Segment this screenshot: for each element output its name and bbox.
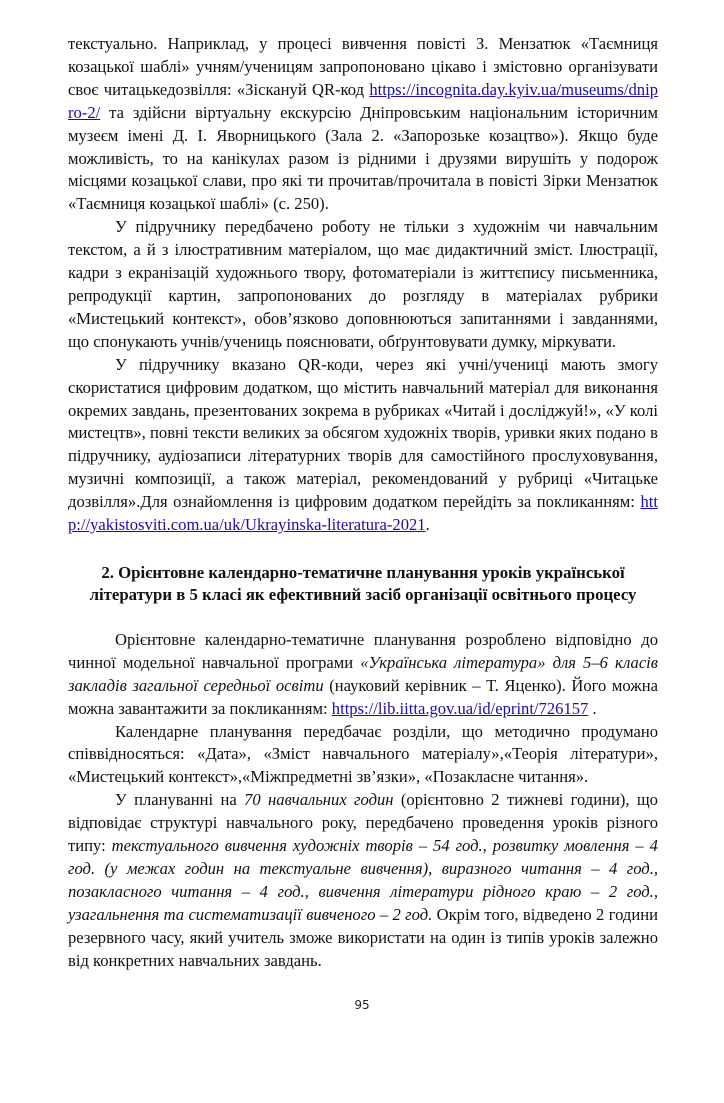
section-heading: 2. Орієнтовне календарно-тематичне планування уроків української літератури в 5 класі як ефективний засіб організації освітнього процесу xyxy=(89,562,637,605)
text: (науковий керівник – Т. Яценко). Його можна можна завантажити за покликанням: xyxy=(68,675,658,718)
paragraph-hours xyxy=(68,789,658,972)
text: Орієнтовне календарно-тематичне планування розроблено відповідно до чинної модельної навчальної програми xyxy=(68,629,658,672)
program-link[interactable]: https://lib.iitta.gov.ua/id/eprint/726157 xyxy=(331,698,589,718)
text: У підручнику вказано QR-коди, через які учні/учениці мають змогу скористатися цифровим додатком, що містить навчальний матеріал для виконання окремих завдань, презентованих зокрема в рубриках «Читай і досліджуй!», «У колі мистецтв», повні тексти великих за обсягом художніх творів, уривки яких подано в підручнику, аудіозаписи літературних творів для самостійного прослуховування, музичні композиції, а також матеріал, рекомендований у рубриці «Читацьке дозвілля».Для ознайомлення із цифровим додатком перейдіть за покликанням: xyxy=(68,354,658,512)
museum-link[interactable]: https://incognita.day.kyiv.ua/museums/dnipro-2/ xyxy=(68,79,658,122)
document-page xyxy=(68,33,658,973)
paragraph-program xyxy=(68,629,658,721)
program-title: «Українська література» для 5–6 класів закладів загальної середньої освіти xyxy=(68,652,658,695)
text: Окрім того, відведено 2 години резервного часу, який учитель зможе використати на один із типів уроків залежно від конкретних навчальних завдань. xyxy=(68,904,658,970)
text: та здійсни віртуальну екскурсію Дніпровським національним історичним музеєм імені Д. І. Яворницького (Зала 2. «Запорозьке козацтво»). Якщо буде можливість, то на канікулах разом із рідними і друзями вирушіть у подорож місцями козацької слави, про які ти прочитав/прочитала в повісті Зірки Мензатюк «Таємниця козацької шаблі» (с. 250). xyxy=(68,102,658,214)
paragraph-qr-codes xyxy=(68,354,658,537)
lesson-types: текстуального вивчення художніх творів – 54 год., розвитку мовлення – 4 год. (у межах годин на текстуальне вивчення), виразного читання – 4 год., позакласного читання – 4 год., вивчення літератури рідного краю – 2 год., узагальнення та систематизації вивченого – 2 год. xyxy=(68,836,658,924)
text: У плануванні на xyxy=(115,790,245,810)
paragraph-illustrations xyxy=(68,216,658,353)
text: текстуально. Наприклад, у процесі вивчення повісті З. Мензатюк «Таємниця козацької шаблі» учням/ученицям запропоновано цікаво і змістовно організувати своє читацькедозвілля: «Зіскануй QR-код xyxy=(68,34,658,99)
page-number: 95 xyxy=(354,997,370,1012)
paragraph-sections xyxy=(68,721,658,790)
paragraph-museum-tour xyxy=(68,33,658,216)
digital-supplement-link[interactable]: http://yakistosviti.com.ua/uk/Ukrayinska-literatura-2021 xyxy=(68,492,658,535)
text: У підручнику передбачено роботу не тільки з художнім чи навчальним текстом, а й з ілюстративним матеріалом, що має дидактичний зміст. Ілюстрації, кадри з екранізацій художнього твору, фотоматеріали із життєпису письменника, репродукції картин, запропонованих до розгляду в матеріалах рубрики «Мистецький контекст», обов’язково доповнюються запитаннями і завданнями, що спонукають учнів/учениць пояснювати, обґрунтовувати думку, міркувати. xyxy=(68,217,658,351)
text: . xyxy=(425,515,430,535)
text: Календарне планування передбачає розділи, що методично продумано співвідносяться: «Дата», «Зміст навчального матеріалу»,«Теорія літератури», «Мистецький контекст»,«Міжпредметні зв’язки», «Позакласне читання». xyxy=(68,721,658,787)
hours-total: 70 навчальних годин xyxy=(244,790,394,810)
text: . xyxy=(588,698,597,718)
text: (орієнтовно 2 тижневі години), що відповідає структурі навчального року, передбачено проведення уроків різного типу: xyxy=(68,790,658,856)
